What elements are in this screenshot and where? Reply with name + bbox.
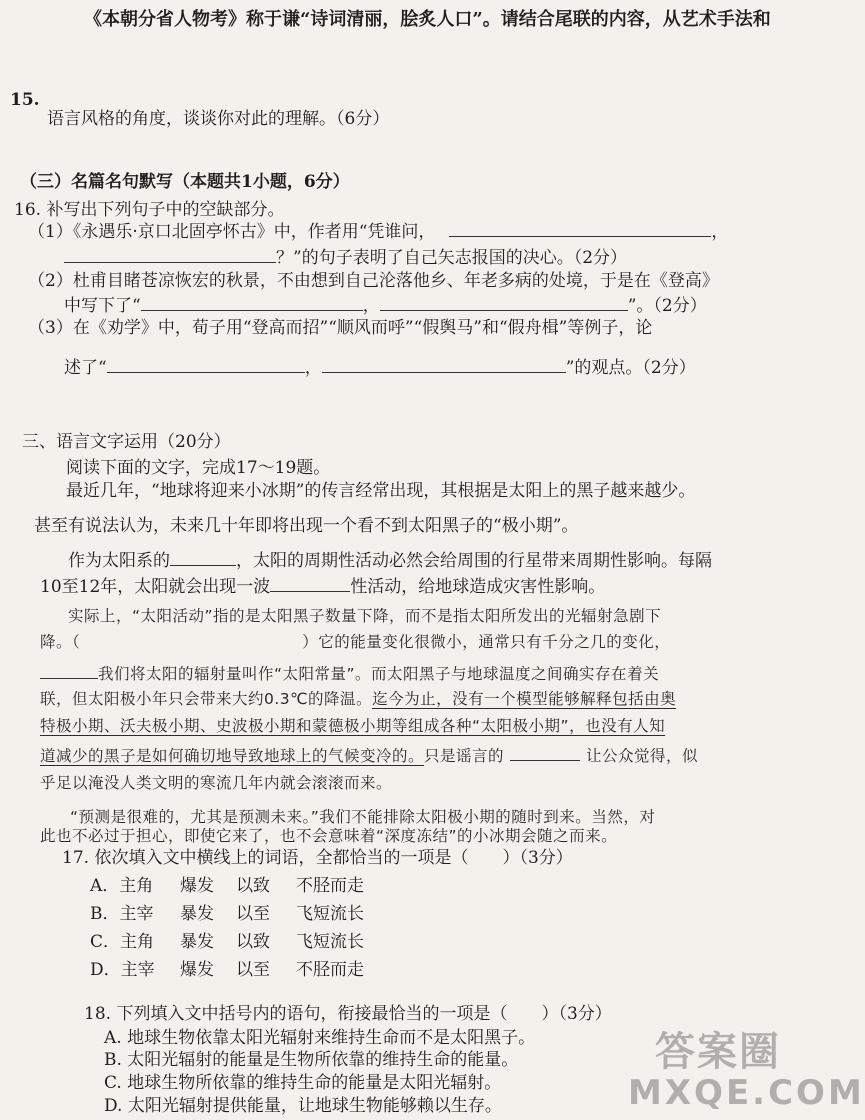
para2-text-a: 作为太阳系的 xyxy=(68,551,170,571)
underlined-sentence-part2: 特极小期、沃夫极小期、史波极小期和蒙德极小期等组成各种“太阳极小期”，也没有人知 xyxy=(40,717,666,735)
q18-option-b[interactable]: B. 太阳光辐射的能量是生物所依靠的维持生命的能量。 xyxy=(104,1050,519,1070)
q18-stem: 18. 下列填入文中括号内的语句，衔接最恰当的一项是（ ）（3分） xyxy=(84,1004,612,1024)
para1-line1: 最近几年，“地球将迎来小冰期”的传言经常出现，其根据是太阳上的黑子越来越少。 xyxy=(66,481,696,501)
blank-idiom[interactable] xyxy=(510,744,580,761)
para3-text-b: 降。（ xyxy=(40,633,81,651)
section-3-title: （三）名篇名句默写（本题共1小题，6分） xyxy=(20,172,350,192)
para1-line2: 甚至有说法认为，未来几十年即将出现一个看不到太阳黑子的“极小期”。 xyxy=(34,516,579,536)
q17-d-3: 以至 xyxy=(236,960,270,980)
para3-text-i: 只是谣言的 xyxy=(424,747,505,765)
q17-option-d[interactable] xyxy=(90,960,364,980)
q16-p1b xyxy=(64,246,627,268)
q17-b-4: 飞短流长 xyxy=(296,904,364,924)
q17-c-4: 飞短流长 xyxy=(296,932,364,952)
q17-d-4: 不胫而走 xyxy=(296,960,364,980)
para3-line4 xyxy=(40,689,676,709)
q16-p3a: （3）在《劝学》中，荀子用“登高而招”“顺风而呼”“假舆马”和“假舟楫”等例子，论 xyxy=(28,318,653,338)
q16-p2c-text: ”。（2分） xyxy=(627,296,707,316)
watermark-line2: MXQE.COM xyxy=(628,1073,865,1113)
q18-option-d[interactable]: D. 太阳光辐射提供能量，让地球生物能够赖以生存。 xyxy=(104,1096,502,1116)
q17-option-b[interactable] xyxy=(90,904,364,924)
para3-line2 xyxy=(40,632,670,652)
q17-stem: 17. 依次填入文中横线上的词语，全都恰当的一项是（ ）（3分） xyxy=(62,848,573,868)
q16-p3b-text: 述了“ xyxy=(64,358,107,378)
q17-a-1: A．主角 xyxy=(90,876,154,896)
para3-text-d: 我们将太阳的辐射量叫作“太阳常量”。而太阳黑子与地球温度之间确实存在着关 xyxy=(98,665,660,683)
q18-option-a[interactable]: A. 地球生物依靠太阳光辐射来维持生命而不是太阳黑子。 xyxy=(104,1028,536,1048)
part3-intro: 阅读下面的文字，完成17～19题。 xyxy=(66,458,331,478)
q17-d-2: 爆发 xyxy=(180,960,214,980)
part3-title: 三、语言文字运用（20分） xyxy=(22,432,231,452)
blank-role[interactable] xyxy=(170,549,236,566)
para2-line1 xyxy=(68,549,712,571)
underlined-sentence-part1: 迄今为止，没有一个模型能够解释包括由奥 xyxy=(372,690,677,708)
q16-p3c-text: ”的观点。（2分） xyxy=(565,358,696,378)
q16-blank-5[interactable] xyxy=(107,356,305,373)
blank-burst[interactable] xyxy=(270,575,350,592)
q18-option-c[interactable]: C. 地球生物所依靠的维持生命的能量是太阳光辐射。 xyxy=(104,1073,502,1093)
q16-intro: 16. 补写出下列句子中的空缺部分。 xyxy=(14,200,285,220)
para3-line7: 乎足以淹没人类文明的寒流几年内就会滚滚而来。 xyxy=(40,774,393,792)
watermark-line1: 答案圈 xyxy=(655,1029,781,1075)
q17-d-1: D．主宰 xyxy=(90,960,155,980)
q15-line2: 语言风格的角度，谈谈你对此的理解。（6分） xyxy=(47,109,390,129)
underlined-sentence-part3: 道减少的黑子是如何确切地导致地球上的气候变冷的。 xyxy=(40,747,425,765)
q16-blank-2[interactable] xyxy=(64,246,276,263)
q17-a-3: 以致 xyxy=(236,876,270,896)
para3-line1: 实际上，“太阳活动”指的是太阳黑子数量下降，而不是指太阳所发出的光辐射急剧下 xyxy=(68,607,662,625)
q17-a-4: 不胫而走 xyxy=(296,876,364,896)
q16-p1a-text: （1）《永遇乐·京口北固亭怀古》中，作者用“凭谁问， xyxy=(28,222,436,242)
q16-p2a: （2）杜甫目睹苍凉恢宏的秋景，不由想到自己沦落他乡、年老多病的处境，于是在《登高》 xyxy=(28,271,719,291)
q16-comma-2: ， xyxy=(362,296,380,316)
q17-b-2: 暴发 xyxy=(180,904,214,924)
q16-p2b-text: 中写下了“ xyxy=(64,296,141,316)
para4-line1: “预测是很难的，尤其是预测未来。”我们不能排除太阳极小期的随时到来。当然，对 xyxy=(70,808,656,826)
q17-c-3: 以致 xyxy=(236,932,270,952)
q16-blank-3[interactable] xyxy=(141,294,363,311)
q16-p2b xyxy=(64,294,707,316)
blank-lead[interactable] xyxy=(40,662,98,679)
para3-text-c: ）它的能量变化很微小，通常只有千分之几的变化， xyxy=(302,633,671,651)
q17-c-2: 暴发 xyxy=(180,932,214,952)
para3-line6 xyxy=(40,744,698,766)
q16-comma-3: ， xyxy=(304,358,322,378)
q15-number: 15. xyxy=(10,90,40,110)
q16-blank-1[interactable] xyxy=(449,220,711,237)
q17-b-3: 以至 xyxy=(236,904,270,924)
q17-option-a[interactable] xyxy=(90,876,364,896)
q17-b-1: B．主宰 xyxy=(90,904,154,924)
para3-line3 xyxy=(40,662,659,684)
para2-text-c: 10至12年，太阳就会出现一波 xyxy=(40,577,271,597)
q16-p1b-text: ？”的句子表明了自己矢志报国的决心。（2分） xyxy=(276,248,628,268)
q17-c-1: C．主角 xyxy=(90,932,155,952)
para4-line2: 此也不必过于担心，即使它来了，也不会意味着“深度冻结”的小冰期会随之而来。 xyxy=(40,827,618,845)
q16-blank-6[interactable] xyxy=(322,356,566,373)
para2-text-d: 性活动，给地球造成灾害性影响。 xyxy=(350,577,606,597)
q16-comma: ， xyxy=(711,222,729,242)
para2-line2 xyxy=(40,575,605,597)
q16-p1a xyxy=(28,220,728,242)
para3-text-j: 让公众觉得，似 xyxy=(586,747,699,765)
q17-a-2: 爆发 xyxy=(180,876,214,896)
para2-text-b: ，太阳的周期性活动必然会给周围的行星带来周期性影响。每隔 xyxy=(236,551,712,571)
para3-text-e: 联，但太阳极小年只会带来大约0.3℃的降温。 xyxy=(40,690,373,708)
q16-blank-4[interactable] xyxy=(380,294,628,311)
q17-option-c[interactable] xyxy=(90,932,364,952)
watermark-logo xyxy=(628,1029,865,1116)
q16-p3b xyxy=(64,356,696,378)
q15-line1: 《本朝分省人物考》称于谦“诗词清丽，脍炙人口”。请结合尾联的内容，从艺术手法和 xyxy=(84,9,771,30)
